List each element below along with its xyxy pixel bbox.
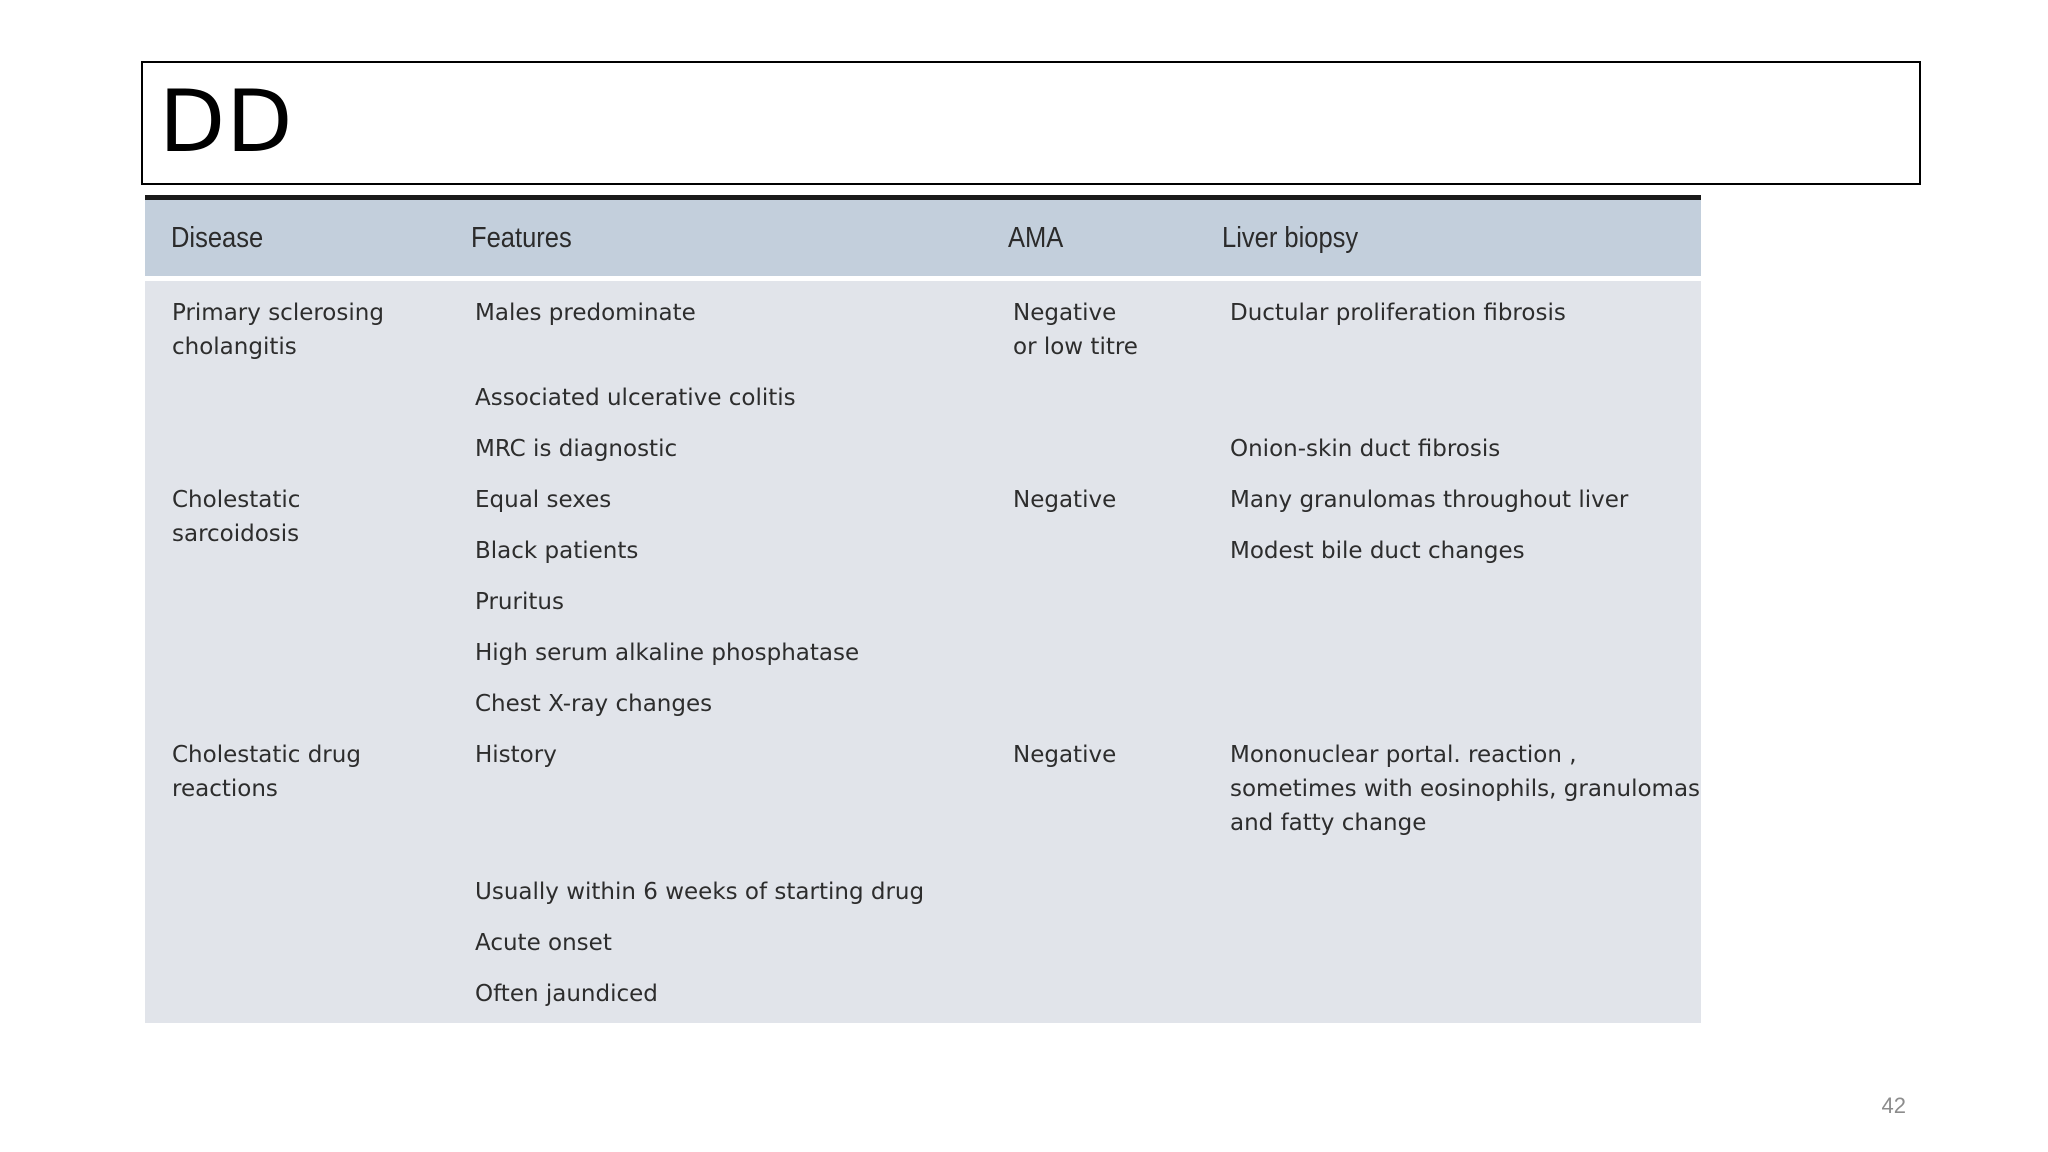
cell-liver-biopsy: Mononuclear portal. reaction , sometimes with eosinophils, granulomas and fatty change (1230, 742, 1701, 836)
cell-feature: Equal sexes (475, 487, 612, 513)
cell-feature: Acute onset (475, 930, 612, 956)
header-ama: AMA (1008, 222, 1064, 254)
cell-liver-biopsy: Ductular proliferation fibrosis (1230, 300, 1566, 326)
cell-disease: Cholestatic drug reactions (172, 742, 361, 802)
cell-feature: Usually within 6 weeks of starting drug (475, 879, 925, 905)
cell-feature: History (475, 742, 557, 768)
cell-disease: Primary sclerosing cholangitis (172, 300, 384, 360)
cell-liver-biopsy: Onion-skin duct fibrosis (1230, 436, 1501, 462)
cell-feature: Males predominate (475, 300, 696, 326)
header-disease: Disease (171, 222, 264, 254)
cell-liver-biopsy: Modest bile duct changes (1230, 538, 1525, 564)
header-separator (145, 276, 1701, 281)
cell-ama: Negative (1013, 487, 1117, 513)
cell-feature: Pruritus (475, 589, 564, 615)
cell-ama: Negative or low titre (1013, 300, 1138, 360)
header-features: Features (471, 222, 572, 254)
cell-disease: Cholestatic sarcoidosis (172, 487, 301, 547)
cell-feature: Chest X-ray changes (475, 691, 713, 717)
cell-liver-biopsy: Many granulomas throughout liver (1230, 487, 1629, 513)
title-box (141, 61, 1921, 185)
slide-title: DD (159, 72, 294, 172)
differential-diagnosis-table (145, 195, 1701, 1023)
header-liver-biopsy: Liver biopsy (1222, 222, 1359, 254)
page-number: 42 (1881, 1093, 1906, 1118)
cell-feature: Associated ulcerative colitis (475, 385, 796, 411)
cell-ama: Negative (1013, 742, 1117, 768)
cell-feature: Often jaundiced (475, 981, 658, 1007)
cell-feature: MRC is diagnostic (475, 436, 678, 462)
cell-feature: Black patients (475, 538, 639, 564)
cell-feature: High serum alkaline phosphatase (475, 640, 860, 666)
table-header-row (145, 200, 1701, 276)
